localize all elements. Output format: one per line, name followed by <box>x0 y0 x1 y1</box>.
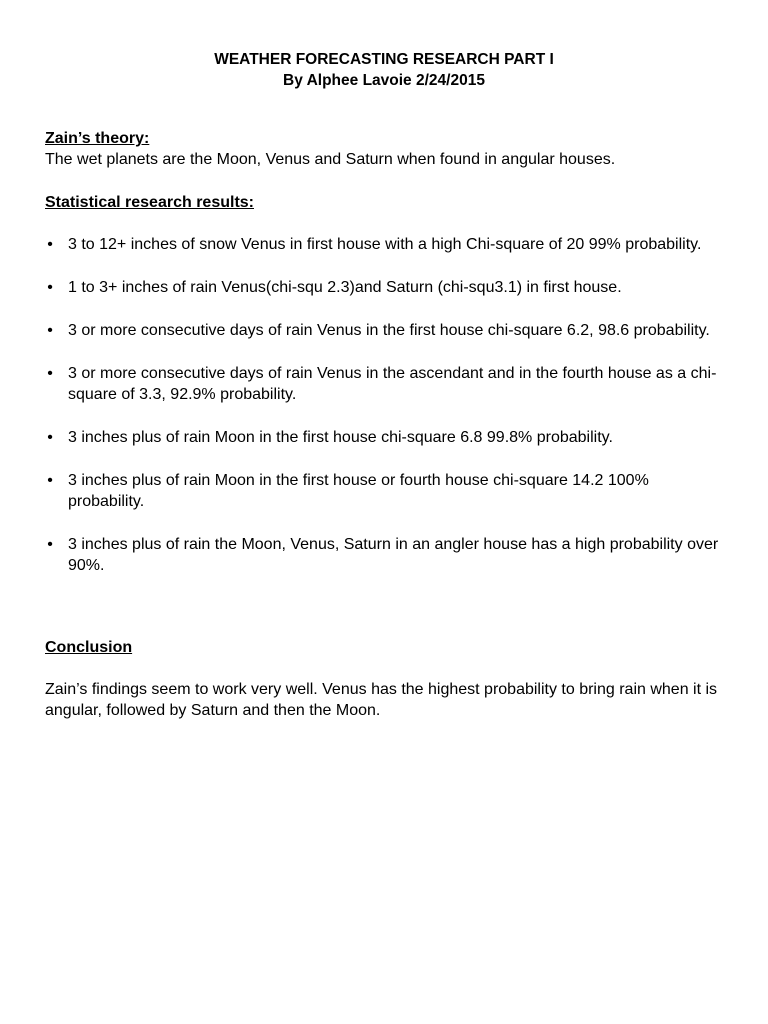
conclusion-section <box>45 637 725 721</box>
list-item-text: 1 to 3+ inches of rain Venus(chi-squ 2.3)and Saturn (chi-squ3.1) in first house. <box>68 279 622 296</box>
list-item <box>45 427 725 448</box>
list-item-text: 3 or more consecutive days of rain Venus in the ascendant and in the fourth house as a chi-square of 3.3, 92.9% probability. <box>68 365 717 403</box>
list-item <box>45 234 725 255</box>
results-list <box>45 234 725 598</box>
title-block <box>0 49 768 91</box>
theory-section <box>45 128 725 170</box>
list-item <box>45 470 725 512</box>
list-item-text: 3 inches plus of rain the Moon, Venus, Saturn in an angler house has a high probability over 90%. <box>68 536 719 574</box>
list-item <box>45 363 725 405</box>
list-item <box>45 320 725 341</box>
bullet-icon: • <box>47 472 53 489</box>
theory-text: The wet planets are the Moon, Venus and Saturn when found in angular houses. <box>45 151 616 168</box>
bullet-icon: • <box>47 279 53 296</box>
list-item-text: 3 inches plus of rain Moon in the first house chi-square 6.8 99.8% probability. <box>68 429 613 446</box>
list-item <box>45 534 725 576</box>
bullet-icon: • <box>47 236 53 253</box>
list-item-text: 3 or more consecutive days of rain Venus in the first house chi-square 6.2, 98.6 probability. <box>68 322 710 339</box>
bullet-icon: • <box>47 536 53 553</box>
conclusion-text: Zain’s findings seem to work very well. Venus has the highest probability to bring rain when it is angular, followed by Saturn and then the Moon. <box>45 681 718 719</box>
bullet-icon: • <box>47 429 53 446</box>
document-byline: By Alphee Lavoie 2/24/2015 <box>283 72 485 89</box>
list-item-text: 3 inches plus of rain Moon in the first house or fourth house chi-square 14.2 100% probability. <box>68 472 649 510</box>
bullet-icon: • <box>47 365 53 382</box>
document-title: WEATHER FORECASTING RESEARCH PART I <box>214 51 554 68</box>
list-item <box>45 277 725 298</box>
theory-heading: Zain’s theory: <box>45 130 150 147</box>
bullet-icon: • <box>47 322 53 339</box>
results-section <box>45 192 725 213</box>
conclusion-heading: Conclusion <box>45 639 133 656</box>
list-item-text: 3 to 12+ inches of snow Venus in first house with a high Chi-square of 20 99% probability. <box>68 236 702 253</box>
results-heading: Statistical research results: <box>45 194 254 211</box>
